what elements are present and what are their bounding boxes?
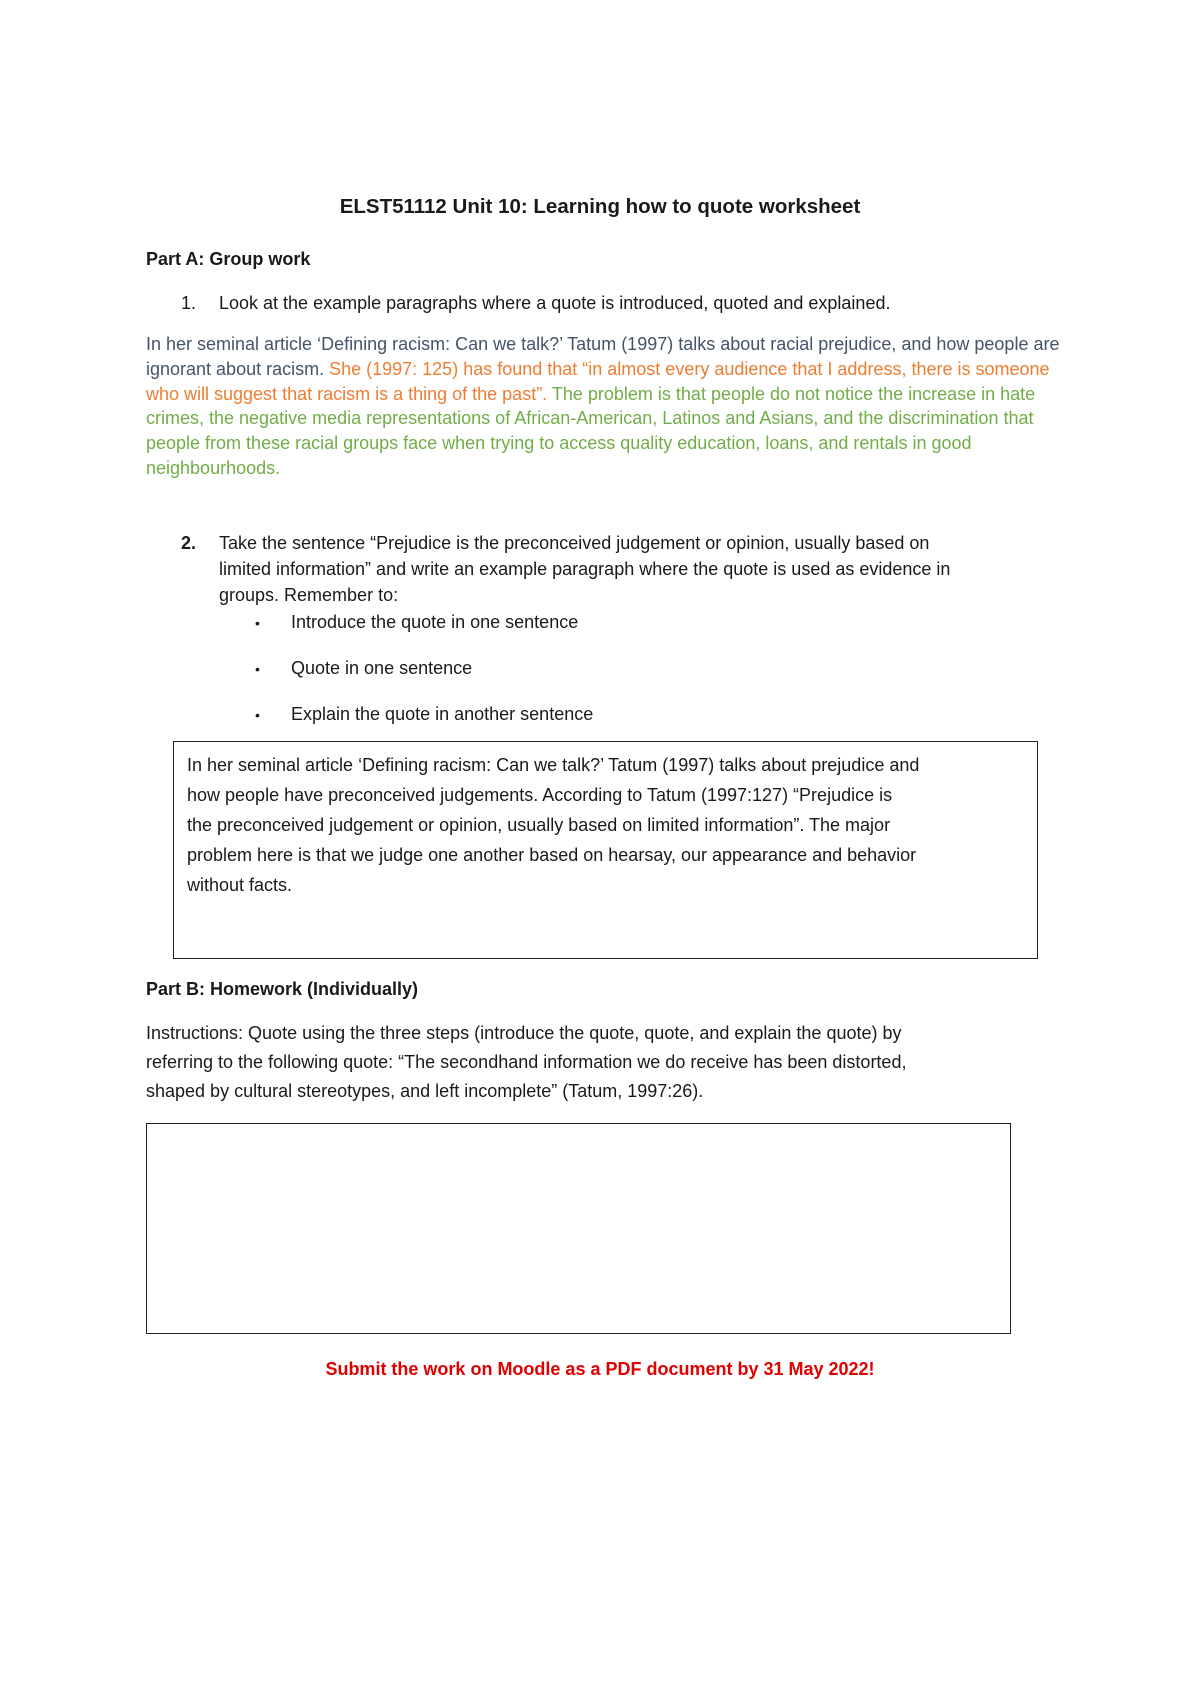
question-2-line-2: limited information” and write an example paragraph where the quote is used as evidence in: [219, 559, 951, 579]
worksheet-title: ELST51112 Unit 10: Learning how to quote worksheet: [339, 195, 861, 218]
question-2-line-1: Take the sentence “Prejudice is the preconceived judgement or opinion, usually based on: [219, 533, 930, 553]
part-a-answer-box[interactable]: [173, 741, 1038, 959]
bullet-glyph: •: [255, 661, 260, 677]
example-explanation-sentence: The problem is that people do not notice the increase in hate crimes, the negative media representations of African-American, Latinos and Asians, and the discrimination that people from these racial groups face when trying to access quality education, loans, and rentals in good neighbourhoods.: [146, 383, 1036, 478]
answer-line: problem here is that we judge one another based on hearsay, our appearance and behavior: [187, 845, 917, 865]
bullet-text: Quote in one sentence: [291, 658, 473, 678]
answer-line: the preconceived judgement or opinion, usually based on limited information”. The major: [187, 815, 891, 835]
part-b-answer-box[interactable]: [146, 1123, 1011, 1334]
bullet-item: [255, 609, 578, 636]
part-a-heading: Part A: Group work: [146, 249, 311, 269]
example-quote-sentence: She (1997: 125) has found that “in almost every audience that I address, there is someone who will suggest that racism is a thing of the past”.: [146, 358, 1050, 404]
instruction-line: referring to the following quote: “The secondhand information we do receive has been distorted,: [146, 1052, 907, 1072]
instruction-line: shaped by cultural stereotypes, and left incomplete” (Tatum, 1997:26).: [146, 1081, 704, 1101]
bullet-item: [255, 701, 593, 728]
answer-line: how people have preconceived judgements. According to Tatum (1997:127) “Prejudice is: [187, 785, 893, 805]
question-1-number: 1.: [181, 293, 197, 313]
question-1-text: Look at the example paragraphs where a quote is introduced, quoted and explained.: [219, 293, 891, 313]
bullet-glyph: •: [255, 707, 260, 723]
submit-notice: Submit the work on Moodle as a PDF document by 31 May 2022!: [325, 1359, 875, 1379]
answer-line: without facts.: [187, 875, 293, 895]
part-a-answer-text: [187, 750, 1027, 900]
question-2-line-3: groups. Remember to:: [219, 585, 399, 605]
bullet-glyph: •: [255, 615, 260, 631]
bullet-text: Introduce the quote in one sentence: [291, 612, 579, 632]
answer-line: In her seminal article ‘Defining racism: Can we talk?’ Tatum (1997) talks about prejudice and: [187, 755, 920, 775]
part-b-instructions: [146, 1019, 1071, 1106]
example-intro-sentence: In her seminal article ‘Defining racism: Can we talk?’ Tatum (1997) talks about racial prejudice, and how people are ignorant about racism.: [146, 334, 1060, 379]
bullet-item: [255, 655, 472, 682]
question-2-number: 2.: [181, 533, 197, 553]
bullet-text: Explain the quote in another sentence: [291, 704, 594, 724]
part-b-heading: Part B: Homework (Individually): [146, 979, 419, 999]
example-paragraph: [146, 332, 1071, 481]
instruction-line: Instructions: Quote using the three steps (introduce the quote, quote, and explain the quote) by: [146, 1023, 902, 1043]
